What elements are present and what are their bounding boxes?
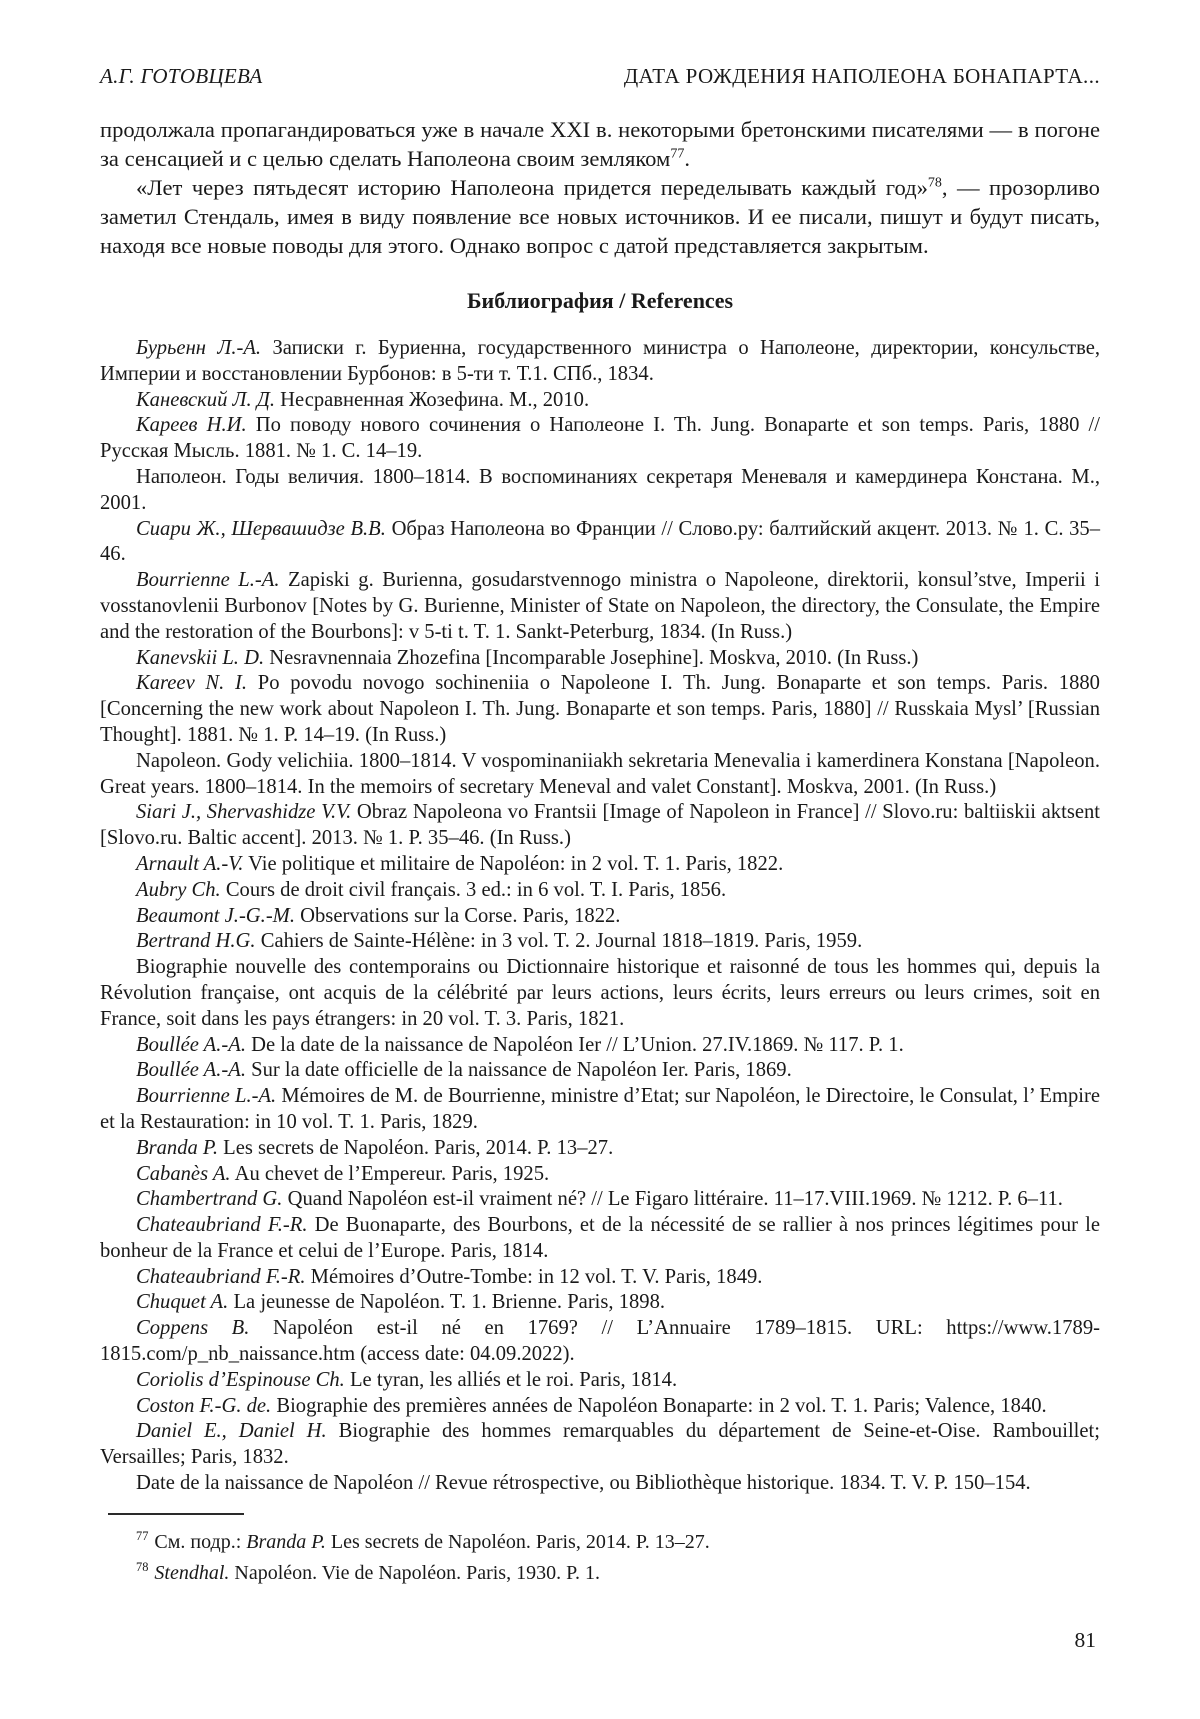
text-segment: Zapiski g. Burienna, gosudarstvennogo ministra o Napoleone, direktorii, konsul’stve, Imperii i vosstanovlenii Burbonov [Notes by G. Burienne, Minister of State on Napoleon, the directory, the Consulate, the Empire and the restoration of the Bourbons]: v 5-ti t. T. 1. Sankt-Peterburg, 1834. (In Russ.) — [100, 569, 1100, 643]
text-segment: Po povodu novogo sochineniia o Napoleone I. Th. Jung. Bonaparte et son temps. Paris. 1880 [Concerning the new work about Napoleon I. Th. Jung. Bonaparte et son temps. Paris, 1880] // Russkaia Mysl’ [Russian Thought]. 1881. № 1. P. 14–19. (In Russ.) — [100, 672, 1100, 746]
text-segment: Sur la date officielle de la naissance de Napoléon Ier. Paris, 1869. — [246, 1059, 792, 1082]
text-segment: Записки г. Буриенна, государственного министра о Наполеоне, директории, консульстве, Империи и восстановлении Бурбонов: в 5-ти т. Т.1. СПб., 1834. — [100, 337, 1100, 385]
page-number: 81 — [1074, 1628, 1096, 1652]
text-segment: Biographie des premières années de Napoléon Bonaparte: in 2 vol. T. 1. Paris; Valence, 1840. — [271, 1394, 1047, 1417]
text-segment: Biographie des hommes remarquables du département de Seine-et-Oise. Rambouillet; Versailles; Paris, 1832. — [100, 1420, 1100, 1469]
bibliography-heading: Библиография / References — [466, 288, 734, 313]
footnote-marker: 77 — [136, 1529, 149, 1544]
text-segment: Les secrets de Napoléon. Paris, 2014. P. 13–27. — [218, 1136, 614, 1159]
bibliography-entry — [100, 517, 1100, 569]
bibliography-entry — [100, 1265, 1100, 1291]
bibliography-entry — [100, 1368, 1100, 1394]
text-segment: «Лет через пятьдесят историю Наполеона придется переделывать каждый год» — [136, 175, 928, 200]
text-segment: Kareev N. I. — [136, 672, 248, 695]
text-segment: Le tyran, les alliés et le roi. Paris, 1814. — [344, 1368, 678, 1391]
text-segment: Несравненная Жозефина. М., 2010. — [275, 388, 590, 411]
text-segment: Chateaubriand F.-R. — [136, 1265, 306, 1288]
text-segment: Bourrienne L.-A. — [136, 569, 280, 592]
bibliography-entry — [100, 1213, 1100, 1265]
text-segment: Date de la naissance de Napoléon // Revue rétrospective, ou Bibliothèque historique. 1834. T. V. P. 150–154. — [136, 1472, 1031, 1495]
running-head — [100, 64, 1100, 89]
bibliography-entry — [100, 388, 1100, 414]
bibliography-entry — [100, 1033, 1100, 1059]
text-segment: Daniel E., Daniel H. — [136, 1420, 327, 1443]
text-segment: Chuquet A. — [136, 1291, 229, 1314]
footnote-reference: 78 — [927, 175, 942, 191]
text-segment: Boullée A.-A. — [136, 1059, 246, 1082]
text-segment: Branda P. — [136, 1136, 219, 1159]
running-head-title: ДАТА РОЖДЕНИЯ НАПОЛЕОНА БОНАПАРТА... — [623, 64, 1100, 88]
bibliography-entry — [100, 671, 1100, 748]
body-paragraph — [100, 173, 1100, 260]
text-segment: Наполеон. Годы величия. 1800–1814. В воспоминаниях секретаря Меневаля и камердинера Констана. М., 2001. — [100, 465, 1100, 514]
running-head-author: А.Г. ГОТОВЦЕВА — [100, 64, 263, 88]
bibliography-entry — [100, 878, 1100, 904]
bibliography-entry — [100, 336, 1100, 388]
bibliography-entry — [100, 646, 1100, 672]
text-segment: Chambertrand G. — [136, 1188, 283, 1211]
text-segment: La jeunesse de Napoléon. T. 1. Brienne. Paris, 1898. — [228, 1291, 666, 1314]
bibliography-entry — [100, 568, 1100, 645]
text-segment: Cours de droit civil français. 3 ed.: in 6 vol. T. I. Paris, 1856. — [220, 878, 727, 901]
text-segment: Бурьенн Л.-А. — [136, 337, 262, 359]
text-segment: Mémoires de M. de Bourrienne, ministre d’Etat; sur Napoléon, le Directoire, le Consulat, l’ Empire et la Restauration: in 10 vol. T. 1. Paris, 1829. — [100, 1085, 1100, 1133]
bibliography-entry — [100, 465, 1100, 517]
text-segment: . — [684, 146, 690, 171]
text-segment: Coppens B. — [136, 1317, 250, 1340]
text-segment: Napoléon. Vie de Napoléon. Paris, 1930. P. 1. — [229, 1561, 600, 1584]
text-segment: Образ Наполеона во Франции // Слово.ру: балтийский акцент. 2013. № 1. С. 35–46. — [100, 517, 1100, 566]
footnote-separator — [108, 1513, 244, 1515]
bibliography-entry — [100, 1058, 1100, 1084]
text-segment: Cabanès A. — [136, 1162, 231, 1185]
bibliography-entry — [100, 1394, 1100, 1420]
text-segment: Coriolis d’Espinouse Ch. — [136, 1368, 345, 1391]
text-segment: Bourrienne L.-A. — [136, 1085, 277, 1108]
text-segment: Napoleon. Gody velichiia. 1800–1814. V vospominaniiakh sekretaria Menevalia i kamerdinera Konstana [Napoleon. Great years. 1800–1814. In the memoirs of secretary Meneval and valet Constant]. Moskva, 2001. (In Russ.) — [100, 749, 1100, 798]
bibliography-entry — [100, 1419, 1100, 1471]
footnotes — [100, 1527, 1100, 1589]
footnote-marker: 78 — [136, 1560, 149, 1575]
bibliography-entry — [100, 413, 1100, 465]
bibliography-entry — [100, 1290, 1100, 1316]
bibliography-entry — [100, 800, 1100, 852]
text-segment: Каневский Л. Д. — [136, 388, 276, 411]
text-segment: Observations sur la Corse. Paris, 1822. — [294, 904, 621, 927]
text-segment: Boullée A.-A. — [136, 1033, 246, 1056]
text-segment: Сиари Ж., Шервашидзе В.В. — [136, 517, 386, 540]
text-segment: Les secrets de Napoléon. Paris, 2014. P. 13–27. — [325, 1530, 710, 1553]
text-segment: Obraz Napoleona vo Frantsii [Image of Napoleon in France] // Slovo.ru: baltiiskii aktsent [Slovo.ru. Baltic accent]. 2013. № 1. P. 35–46. (In Russ.) — [100, 801, 1100, 850]
text-segment: Kanevskii L. D. — [136, 646, 265, 669]
text-segment: Au chevet de l’Empereur. Paris, 1925. — [230, 1162, 550, 1185]
text-segment: Coston F.-G. de. — [136, 1394, 272, 1417]
body-text — [100, 115, 1100, 260]
bibliography-entry — [100, 929, 1100, 955]
text-segment: Napoléon est-il né en 1769? // L’Annuaire 1789–1815. URL: https://www.1789-1815.com/p_nb_naissance.htm (access date: 04.09.2022). — [100, 1317, 1100, 1366]
bibliography-entry — [100, 1162, 1100, 1188]
bibliography-entry — [100, 1316, 1100, 1368]
bibliography-entry — [100, 955, 1100, 1032]
footnote — [100, 1558, 1100, 1589]
bibliography-entry — [100, 1084, 1100, 1136]
text-segment: , — прозорливо заметил Стендаль, имея в виду появление все новых источников. И ее писали, пишут и будут писать, находя все новые поводы для этого. Однако вопрос с датой представляется закрытым. — [100, 175, 1100, 258]
text-segment: Aubry Ch. — [136, 878, 221, 901]
body-paragraph — [100, 115, 1100, 173]
text-segment: продолжала пропагандироваться уже в начале XXI в. некоторыми бретонскими писателями — в погоне за сенсацией и с целью сделать Наполеона своим земляком — [100, 117, 1100, 171]
bibliography-entry — [100, 1471, 1100, 1497]
text-segment: Stendhal. — [154, 1561, 230, 1584]
text-segment: Кареев Н.И. — [136, 414, 247, 437]
text-segment: Bertrand H.G. — [136, 930, 256, 953]
bibliography-list — [100, 336, 1100, 1497]
bibliography-entry — [100, 1136, 1100, 1162]
text-segment: Beaumont J.-G.-M. — [136, 904, 295, 927]
text-segment: Siari J., Shervashidze V.V. — [136, 801, 352, 824]
text-segment: Quand Napoléon est-il vraiment né? // Le Figaro littéraire. 11–17.VIII.1969. № 1212. P. 6–11. — [282, 1188, 1063, 1211]
text-segment: De la date de la naissance de Napoléon Ier // L’Union. 27.IV.1869. № 117. P. 1. — [246, 1033, 904, 1056]
bibliography-entry — [100, 852, 1100, 878]
text-segment: Branda P. — [246, 1530, 326, 1553]
bibliography-entry — [100, 904, 1100, 930]
text-segment: Biographie nouvelle des contemporains ou Dictionnaire historique et raisonné de tous les hommes qui, depuis la Révolution française, ont acquis de la célébrité par leurs actions, leurs écrits, leurs erreurs ou leurs crimes, soit en France, soit dans les pays étrangers: in 20 vol. T. 3. Paris, 1821. — [100, 956, 1100, 1030]
text-segment: Arnault A.-V. — [136, 852, 244, 875]
footnote-reference: 77 — [670, 146, 685, 162]
text-segment: См. подр.: — [154, 1530, 247, 1553]
text-segment: Nesravnennaia Zhozefina [Incomparable Josephine]. Moskva, 2010. (In Russ.) — [264, 646, 919, 669]
text-segment: По поводу нового сочинения о Наполеоне I. Th. Jung. Bonaparte et son temps. Paris, 1880 // Русская Мысль. 1881. № 1. С. 14–19. — [100, 414, 1100, 463]
text-segment: Mémoires d’Outre-Tombe: in 12 vol. T. V. Paris, 1849. — [305, 1265, 763, 1288]
footnote — [100, 1527, 1100, 1558]
bibliography-entry — [100, 1187, 1100, 1213]
text-segment: Vie politique et militaire de Napoléon: in 2 vol. T. 1. Paris, 1822. — [243, 852, 784, 875]
text-segment: De Buonaparte, des Bourbons, et de la nécessité de se rallier à nos princes légitimes pour le bonheur de la France et celui de l’Europe. Paris, 1814. — [100, 1214, 1101, 1262]
text-segment: Cahiers de Sainte-Hélène: in 3 vol. T. 2. Journal 1818–1819. Paris, 1959. — [255, 930, 863, 953]
text-segment: Chateaubriand F.-R. — [136, 1214, 308, 1237]
bibliography-entry — [100, 749, 1100, 801]
